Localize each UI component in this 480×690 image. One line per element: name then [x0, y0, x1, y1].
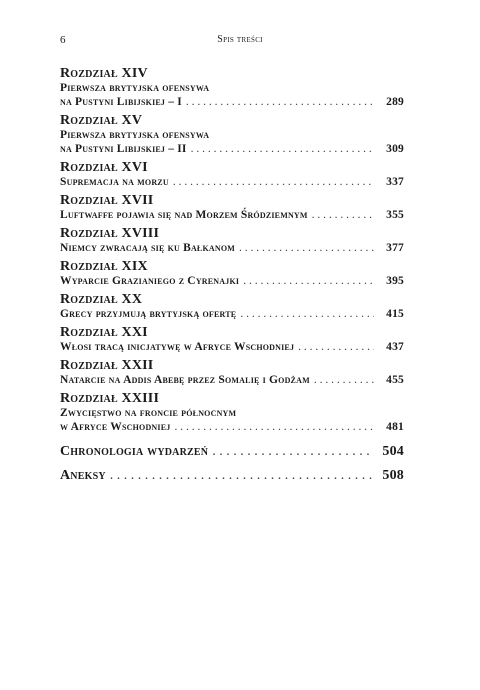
- page-ref: 395: [386, 275, 404, 287]
- dot-leader: [243, 274, 374, 288]
- page-ref: 455: [386, 374, 404, 386]
- chapter-heading: Rozdział XXII: [60, 358, 154, 373]
- toc-entry-chapter-19: [60, 259, 404, 288]
- dot-leader: [240, 307, 374, 321]
- dot-leader: [173, 175, 374, 189]
- chapter-title-line: Zwycięstwo na froncie północnym: [60, 407, 237, 419]
- chapter-heading: Rozdział XXIII: [60, 391, 160, 406]
- page-ref: 508: [382, 468, 404, 483]
- dot-leader: [314, 373, 374, 387]
- toc-entry-chapter-15: [60, 113, 404, 156]
- toc-entry-annexes: [60, 468, 404, 484]
- chapter-title-line: Supremacja na morzu . . . 337: [60, 175, 404, 189]
- page-ref: 309: [386, 143, 404, 155]
- toc-entry-chapter-22: [60, 358, 404, 387]
- page-ref: 337: [386, 176, 404, 188]
- dot-leader: [298, 340, 374, 354]
- table-of-contents: [60, 66, 404, 484]
- chapter-title-line: Wyparcie Grazianiego z Cyrenajki . . . 395: [60, 274, 404, 288]
- dot-leader: [312, 208, 374, 222]
- chapter-title-line: Grecy przyjmują brytyjską ofertę . . . 415: [60, 307, 404, 321]
- dot-leader: [110, 468, 374, 484]
- toc-entry-chapter-14: [60, 66, 404, 109]
- section-title-line: Chronologia wydarzeń . . . 504: [60, 444, 404, 460]
- dot-leader: [191, 142, 374, 156]
- chapter-title-line: na Pustyni Libijskiej – II . . . 309: [60, 142, 404, 156]
- dot-leader: [239, 241, 374, 255]
- page-number: 6: [60, 34, 66, 46]
- page-ref: 289: [386, 96, 404, 108]
- chapter-title-line: Niemcy zwracają się ku Bałkanom . . . 377: [60, 241, 404, 255]
- toc-entry-chapter-20: [60, 292, 404, 321]
- toc-entry-chapter-17: [60, 193, 404, 222]
- section-title-line: Aneksy . . . 508: [60, 468, 404, 484]
- chapter-title-line: Pierwsza brytyjska ofensywa: [60, 129, 210, 141]
- chapter-title-line: na Pustyni Libijskiej – I . . . 289: [60, 95, 404, 109]
- toc-entry-chapter-21: [60, 325, 404, 354]
- running-title: Spis treści: [217, 34, 263, 45]
- page-ref: 504: [382, 444, 404, 459]
- page-ref: 481: [386, 421, 404, 433]
- chapter-heading: Rozdział XVII: [60, 193, 154, 208]
- page-ref: 415: [386, 308, 404, 320]
- chapter-heading: Rozdział XXI: [60, 325, 148, 340]
- chapter-heading: Rozdział XVI: [60, 160, 148, 175]
- chapter-title-line: Luftwaffe pojawia się nad Morzem Śródziemnym . . . 355: [60, 208, 404, 222]
- toc-entry-chronology: [60, 444, 404, 460]
- chapter-heading: Rozdział XV: [60, 113, 143, 128]
- chapter-title-line: Natarcie na Addis Abebę przez Somalię i Godżam . . . 455: [60, 373, 404, 387]
- chapter-heading: Rozdział XIX: [60, 259, 148, 274]
- page-ref: 437: [386, 341, 404, 353]
- chapter-title-line: w Afryce Wschodniej . . . 481: [60, 420, 404, 434]
- chapter-title-line: Pierwsza brytyjska ofensywa: [60, 82, 210, 94]
- toc-entry-chapter-18: [60, 226, 404, 255]
- chapter-title-line: Włosi tracą inicjatywę w Afryce Wschodniej . . . 437: [60, 340, 404, 354]
- dot-leader: [186, 95, 374, 109]
- chapter-heading: Rozdział XX: [60, 292, 143, 307]
- dot-leader: [212, 444, 374, 460]
- page-ref: 355: [386, 209, 404, 221]
- chapter-heading: Rozdział XVIII: [60, 226, 160, 241]
- toc-entry-chapter-23: [60, 391, 404, 434]
- toc-entry-chapter-16: [60, 160, 404, 189]
- dot-leader: [174, 420, 374, 434]
- page-ref: 377: [386, 242, 404, 254]
- chapter-heading: Rozdział XIV: [60, 66, 148, 81]
